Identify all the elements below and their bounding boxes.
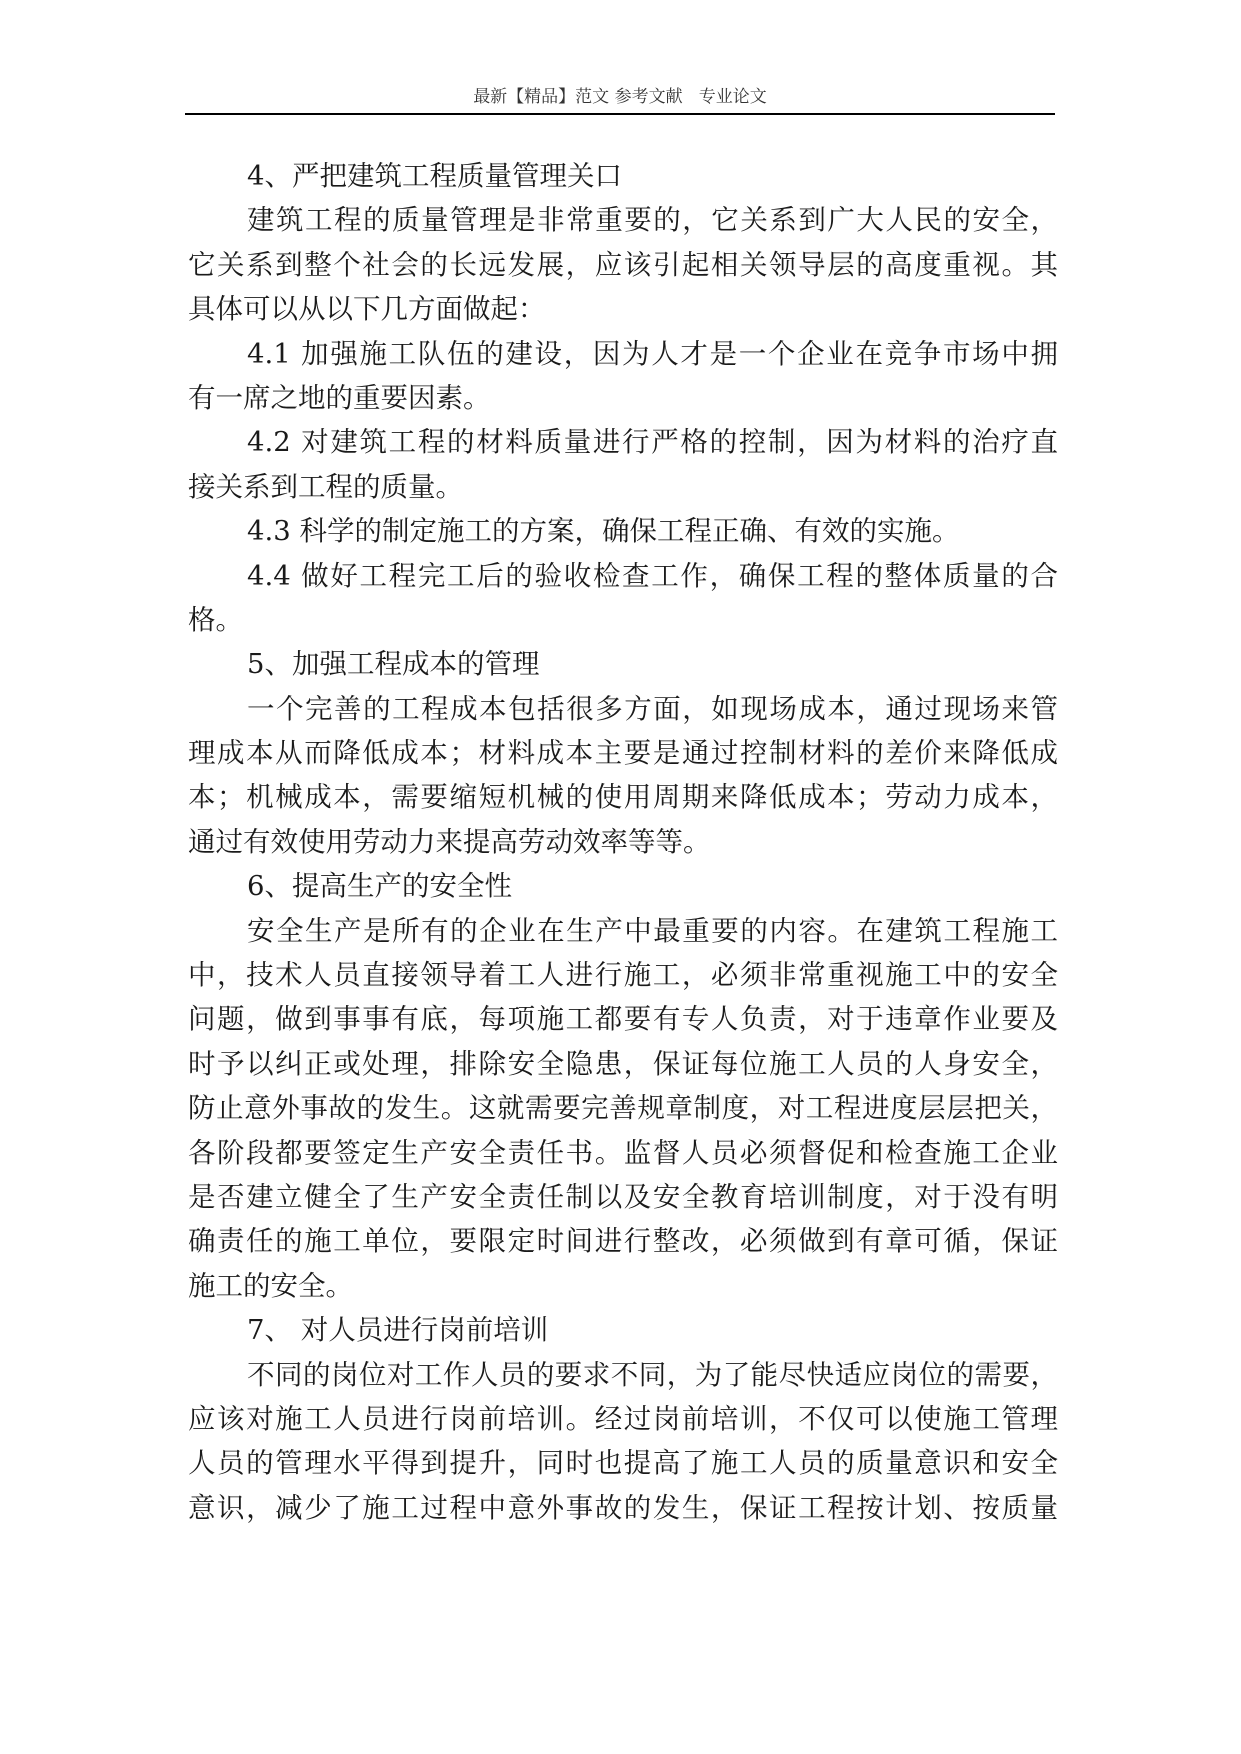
page-header: 最新【精品】范文 参考文献 专业论文 (473, 87, 767, 107)
text-line: 本；机械成本，需要缩短机械的使用周期来降低成本；劳动力成本， (188, 781, 1058, 814)
text-line: 各阶段都要签定生产安全责任书。监督人员必须督促和检查施工企业 (188, 1136, 1058, 1169)
text-line: 不同的岗位对工作人员的要求不同，为了能尽快适应岗位的需要， (247, 1358, 1058, 1391)
text-line: 人员的管理水平得到提升，同时也提高了施工人员的质量意识和安全 (188, 1447, 1058, 1480)
text-line: 问题，做到事事有底，每项施工都要有专人负责，对于违章作业要及 (188, 1003, 1058, 1036)
text-line: 4.1 加强施工队伍的建设，因为人才是一个企业在竞争市场中拥 (247, 337, 1058, 370)
text-line: 它关系到整个社会的长远发展，应该引起相关领导层的高度重视。其 (188, 248, 1058, 281)
text-line: 是否建立健全了生产安全责任制以及安全教育培训制度，对于没有明 (188, 1180, 1058, 1213)
text-line: 安全生产是所有的企业在生产中最重要的内容。在建筑工程施工 (247, 914, 1058, 947)
text-line: 时予以纠正或处理，排除安全隐患，保证每位施工人员的人身安全， (188, 1047, 1058, 1080)
text-line: 意识，减少了施工过程中意外事故的发生，保证工程按计划、按质量 (188, 1491, 1058, 1524)
text-line: 接关系到工程的质量。 (188, 470, 463, 503)
text-line: 4、严把建筑工程质量管理关口 (247, 160, 622, 192)
text-line: 具体可以从以下几方面做起： (188, 293, 546, 326)
text-line: 4.2 对建筑工程的材料质量进行严格的控制，因为材料的治疗直 (247, 426, 1058, 459)
text-line: 7、 对人员进行岗前培训 (247, 1314, 549, 1347)
text-line: 4.3 科学的制定施工的方案，确保工程正确、有效的实施。 (247, 515, 960, 548)
text-line: 中，技术人员直接领导着工人进行施工，必须非常重视施工中的安全 (188, 959, 1058, 992)
text-line: 防止意外事故的发生。这就需要完善规章制度，对工程进度层层把关， (188, 1092, 1058, 1125)
text-line: 5、加强工程成本的管理 (247, 648, 540, 681)
text-line: 应该对施工人员进行岗前培训。经过岗前培训，不仅可以使施工管理 (188, 1402, 1058, 1435)
document-body (188, 154, 1058, 1530)
text-line: 格。 (188, 603, 243, 636)
text-line: 施工的安全。 (188, 1269, 353, 1302)
text-line: 6、提高生产的安全性 (247, 870, 512, 903)
text-line: 建筑工程的质量管理是非常重要的，它关系到广大人民的安全， (247, 204, 1058, 237)
text-line: 4.4 做好工程完工后的验收检查工作，确保工程的整体质量的合 (247, 559, 1058, 592)
header-divider (185, 113, 1055, 115)
text-line: 通过有效使用劳动力来提高劳动效率等等。 (188, 825, 711, 858)
text-line: 一个完善的工程成本包括很多方面，如现场成本，通过现场来管 (247, 692, 1058, 725)
text-line: 确责任的施工单位，要限定时间进行整改，必须做到有章可循，保证 (188, 1225, 1058, 1258)
text-line: 有一席之地的重要因素。 (188, 381, 491, 414)
text-line: 理成本从而降低成本；材料成本主要是通过控制材料的差价来降低成 (188, 737, 1058, 770)
